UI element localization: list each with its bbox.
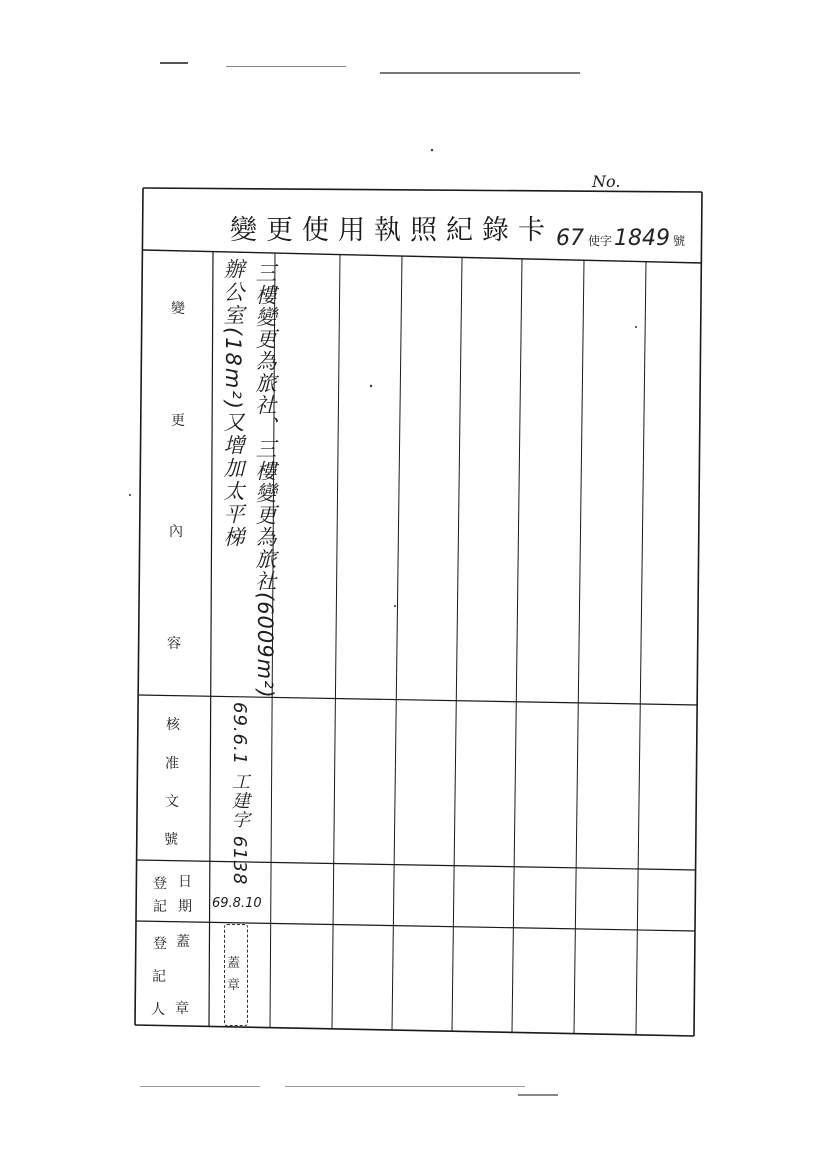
row-separator-date: [136, 921, 695, 931]
label-approval-doc-2: 准: [165, 756, 179, 772]
label-change-content-2: 更: [171, 413, 185, 429]
column-divider: [574, 261, 584, 1033]
label-reg-date-3: 日: [178, 874, 192, 890]
entry-reg-date: 69.8.10: [212, 896, 262, 911]
label-reg-seal-2: 記: [152, 969, 166, 985]
label-change-content-4: 容: [167, 636, 181, 652]
label-reg-date-1: 登: [153, 876, 167, 892]
frame-top: [143, 188, 702, 192]
column-divider: [392, 256, 402, 1030]
permit-number: [556, 226, 685, 251]
column-divider: [452, 258, 462, 1031]
registrant-seal-stamp: [224, 924, 248, 1026]
label-change-content-1: 變: [171, 301, 185, 317]
entry-change-content-line1: 三樓變更為旅社、三樓變更為旅社(6009m²): [253, 262, 277, 699]
label-reg-seal-1: 登: [153, 936, 167, 952]
frame-right: [694, 192, 702, 1036]
label-approval-doc-4: 號: [164, 832, 178, 848]
column-divider: [636, 262, 646, 1034]
card-title: 變更使用執照紀錄卡: [230, 215, 554, 246]
row-separator-content: [139, 695, 698, 705]
column-divider: [332, 255, 340, 1029]
permit-word: 使字: [588, 234, 613, 248]
label-approval-doc-1: 核: [166, 717, 180, 733]
label-change-content-3: 內: [169, 524, 183, 540]
permit-year: 67: [556, 226, 584, 251]
label-reg-seal-4: 蓋: [176, 934, 190, 950]
label-reg-date-2: 記: [153, 899, 167, 915]
label-reg-date-4: 期: [178, 899, 192, 915]
frame-left: [135, 188, 143, 1025]
seal-text: 蓋章: [227, 956, 241, 993]
entry-approval-doc: 69.6.1 工建字 6138: [229, 702, 250, 886]
frame-bottom: [135, 1025, 694, 1036]
label-reg-seal-5: 章: [175, 1001, 189, 1017]
column-divider: [512, 259, 522, 1032]
permit-suffix: 號: [673, 234, 686, 248]
label-approval-doc-3: 文: [165, 794, 179, 810]
entry-change-content-line2: 辦公室(18m²)又增加太平梯: [221, 258, 245, 549]
row-separator-approval: [137, 860, 696, 870]
label-reg-seal-3: 人: [151, 1002, 165, 1018]
permit-serial: 1849: [614, 226, 671, 251]
number-mark: No.: [592, 172, 621, 191]
